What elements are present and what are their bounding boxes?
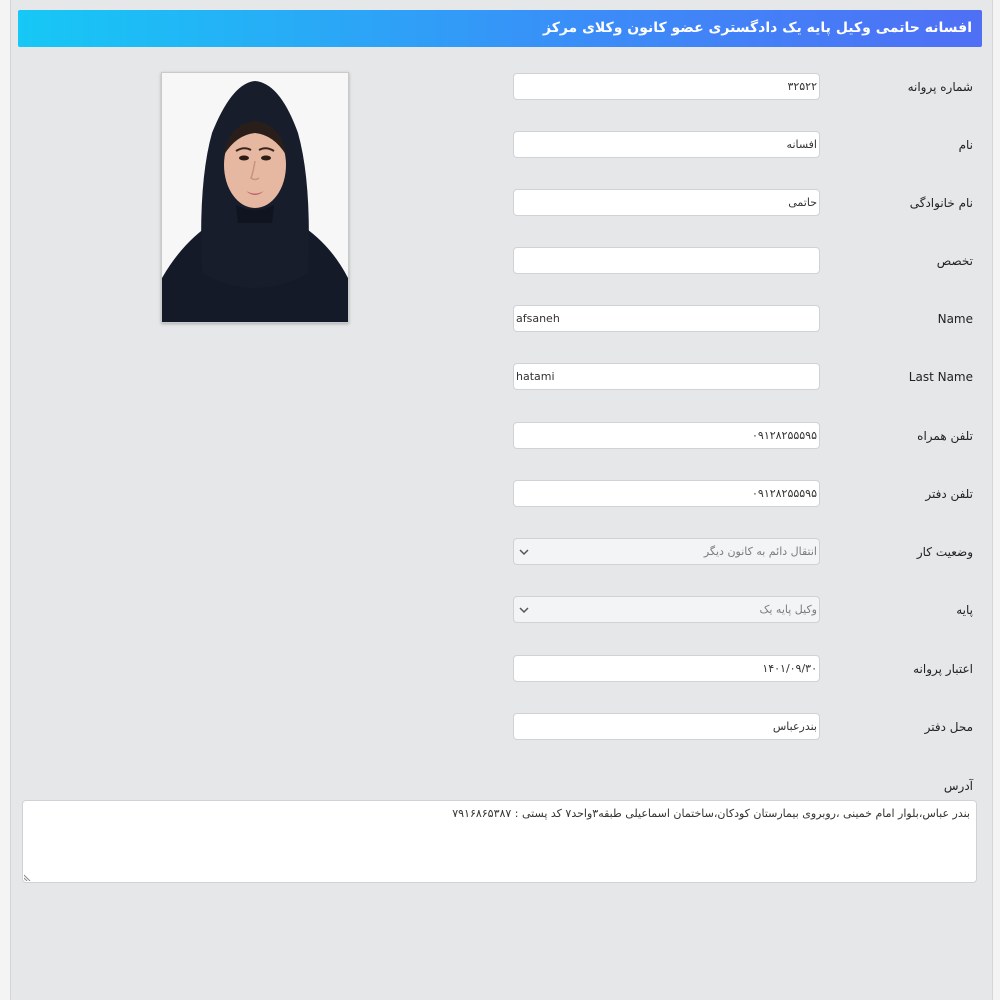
office-location-value: بندرعباس [772, 720, 817, 733]
specialty-label: تخصص [936, 254, 973, 268]
first-name-en-label: Name [937, 312, 973, 326]
first-name-en-field[interactable] [513, 305, 820, 332]
grade-value: وکیل پایه یک [759, 603, 817, 616]
license-number-value: ۳۲۵۲۲ [787, 80, 817, 93]
first-name-fa-label: نام [958, 138, 973, 152]
chevron-down-icon [517, 598, 531, 622]
office-phone-label: تلفن دفتر [925, 487, 973, 501]
page-header [18, 10, 982, 47]
license-number-label: شماره پروانه [907, 80, 973, 94]
work-status-value: انتقال دائم به کانون دیگر [703, 545, 817, 558]
license-validity-label: اعتبار پروانه [913, 662, 973, 676]
mobile-label: تلفن همراه [917, 429, 973, 443]
grade-select[interactable] [513, 596, 820, 623]
last-name-fa-label: نام خانوادگی [909, 196, 973, 210]
lawyer-photo-icon [162, 73, 348, 322]
work-status-select[interactable] [513, 538, 820, 565]
resize-grip-icon[interactable] [24, 873, 32, 881]
mobile-field[interactable] [513, 422, 820, 449]
work-status-label: وضعیت کار [916, 545, 973, 559]
office-location-field[interactable] [513, 713, 820, 740]
license-validity-field[interactable] [513, 655, 820, 682]
office-phone-value: ۰۹۱۲۸۲۵۵۵۹۵ [752, 487, 817, 500]
first-name-fa-value: افسانه [786, 138, 817, 151]
last-name-en-label: Last Name [908, 370, 973, 384]
first-name-fa-field[interactable] [513, 131, 820, 158]
page-title: افسانه حاتمی وکیل پایه یک دادگستری عضو کانون وکلای مرکز [542, 20, 972, 36]
grade-label: پایه [956, 603, 973, 617]
first-name-en-value: afsaneh [516, 312, 560, 325]
specialty-field[interactable] [513, 247, 820, 274]
last-name-en-field[interactable] [513, 363, 820, 390]
address-textarea[interactable] [22, 800, 977, 883]
last-name-fa-field[interactable] [513, 189, 820, 216]
last-name-en-value: hatami [516, 370, 555, 383]
mobile-value: ۰۹۱۲۸۲۵۵۵۹۵ [752, 429, 817, 442]
license-number-field[interactable] [513, 73, 820, 100]
chevron-down-icon [517, 540, 531, 564]
license-validity-value: ۱۴۰۱/۰۹/۳۰ [762, 662, 817, 675]
office-location-label: محل دفتر [924, 720, 973, 734]
last-name-fa-value: حاتمی [788, 196, 817, 209]
address-label: آدرس [943, 779, 973, 793]
address-value: بندر عباس،بلوار امام خمینی ،روبروی بیمارستان کودکان،ساختمان اسماعیلی طبقه۳واحد۷ کد پستی : ۷۹۱۶۸۶۵۳۸۷ [452, 807, 970, 820]
office-phone-field[interactable] [513, 480, 820, 507]
lawyer-photo [161, 72, 349, 323]
